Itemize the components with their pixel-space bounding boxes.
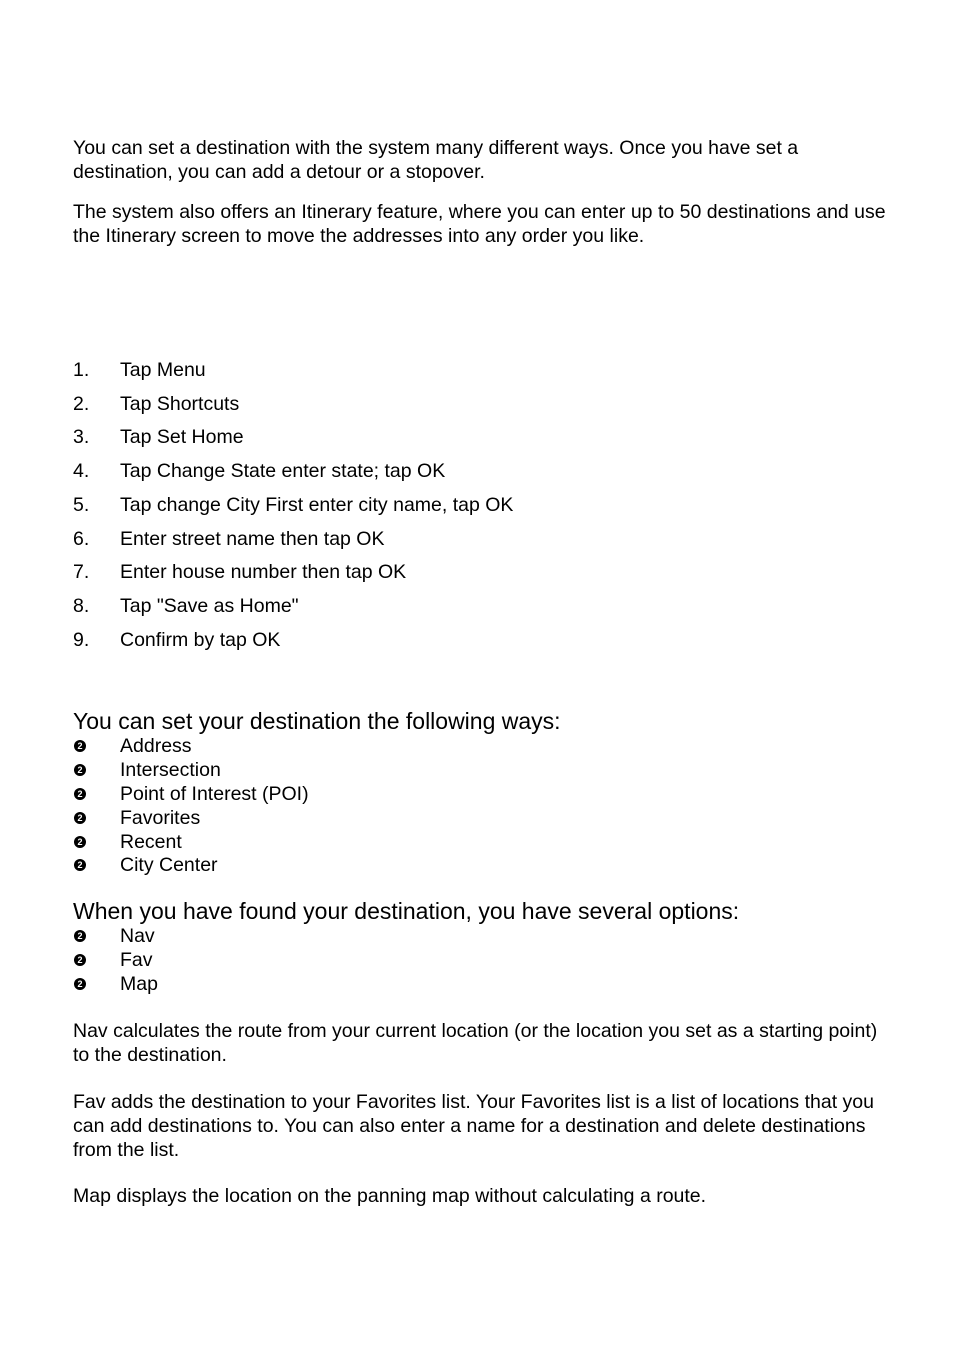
ways-item-text: City Center [120,854,218,876]
intro-paragraph-1: You can set a destination with the system many different ways. Once you have set a destination, you can add a detour or a stopover. [73,137,799,183]
options-item-text: Map [120,973,158,995]
step-number: 6. [73,528,90,550]
ways-item-text: Point of Interest (POI) [120,783,309,805]
bullet-icon: 2 [74,954,86,966]
step-text: Tap Set Home [120,426,244,448]
step-number: 7. [73,561,90,583]
step-number: 5. [73,494,90,516]
step-text: Enter house number then tap OK [120,561,407,583]
fav-description: Fav adds the destination to your Favorites list. Your Favorites list is a list of locations that you can add destinations to. You can also enter a name for a destination and delete destinations from the list. [73,1091,874,1161]
bullet-icon: 2 [74,836,86,848]
intro-paragraph-2: The system also offers an Itinerary feature, where you can enter up to 50 destinations and use the Itinerary screen to move the addresses into any order you like. [73,201,886,247]
ways-item-text: Recent [120,831,182,853]
step-text: Tap Shortcuts [120,393,240,415]
bullet-icon: 2 [74,788,86,800]
step-text: Confirm by tap OK [120,629,281,651]
step-number: 8. [73,595,90,617]
options-item-text: Fav [120,949,153,971]
step-text: Enter street name then tap OK [120,528,385,550]
bullet-icon: 2 [74,764,86,776]
bullet-icon: 2 [74,740,86,752]
options-item-text: Nav [120,925,155,947]
bullet-icon: 2 [74,859,86,871]
step-number: 4. [73,460,90,482]
bullet-icon: 2 [74,812,86,824]
step-number: 9. [73,629,90,651]
ways-heading: You can set your destination the following ways: [73,708,561,734]
step-number: 3. [73,426,90,448]
ways-item-text: Address [120,735,192,757]
step-text: Tap change City First enter city name, tap OK [120,494,514,516]
step-number: 1. [73,359,90,381]
map-description: Map displays the location on the panning map without calculating a route. [73,1185,707,1207]
step-text: Tap Change State enter state; tap OK [120,460,446,482]
bullet-icon: 2 [74,978,86,990]
nav-description: Nav calculates the route from your current location (or the location you set as a starting point) to the destination. [73,1020,878,1066]
step-number: 2. [73,393,90,415]
options-heading: When you have found your destination, you have several options: [73,898,740,924]
step-text: Tap Menu [120,359,206,381]
ways-item-text: Intersection [120,759,221,781]
bullet-icon: 2 [74,930,86,942]
step-text: Tap "Save as Home" [120,595,299,617]
ways-item-text: Favorites [120,807,201,829]
